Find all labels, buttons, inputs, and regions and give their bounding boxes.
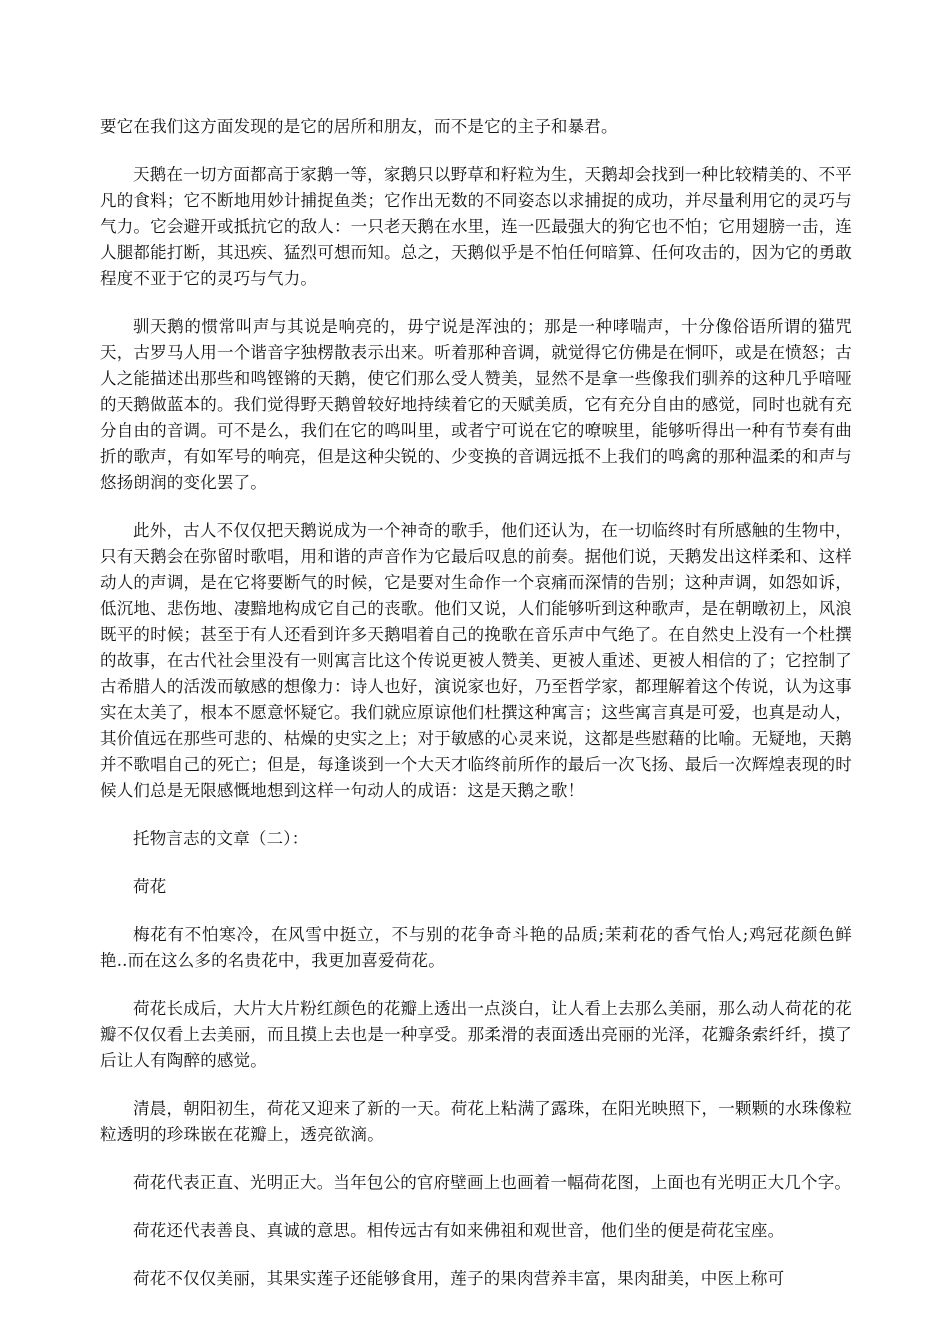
paragraph-swan-intro-end: 要它在我们这方面发现的是它的居所和朋友，而不是它的主子和暴君。 <box>100 117 618 136</box>
paragraph-swan-voice: 驯天鹅的惯常叫声与其说是响亮的，毋宁说是浑浊的；那是一种哮喘声，十分像俗语所谓的猫咒天，古罗马人用一个谐音字独楞散表示出来。听着那种音调，就觉得它仿佛是在恫吓，或是在愤怒；古人之能描述出那些和鸣铿锵的天鹅，使它们那么受人赞美，显然不是拿一些像我们驯养的这种几乎喑哑的天鹅做蓝本的。我们觉得野天鹅曾较好地持续着它的天赋美质，它有充分自由的感觉，同时也就有充分自由的音调。可不是么，我们在它的鸣叫里，或者宁可说在它的嘹唳里，能够听得出一种有节奏有曲折的歌声，有如军号的响亮，但是这种尖锐的、少变换的音调远抵不上我们的鸣禽的那种温柔的和声与悠扬朗润的变化罢了。 <box>100 317 852 492</box>
paragraph-swan-song: 此外，古人不仅仅把天鹅说成为一个神奇的歌手，他们还认为，在一切临终时有所感触的生物中，只有天鹅会在弥留时歌唱，用和谐的声音作为它最后叹息的前奏。据他们说，天鹅发出这样柔和、这样动人的声调，是在它将要断气的时候，它是要对生命作一个哀痛而深情的告别；这种声调，如怨如诉，低沉地、悲伤地、凄黯地构成它自己的丧歌。他们又说，人们能够听到这种歌声，是在朝暾初上，风浪既平的时候；甚至于有人还看到许多天鹅唱着自己的挽歌在音乐声中气绝了。在自然史上没有一个杜撰的故事，在古代社会里没有一则寓言比这个传说更被人赞美、更被人重述、更被人相信的了；它控制了古希腊人的活泼而敏感的想像力：诗人也好，演说家也好，乃至哲学家，都理解着这个传说，认为这事实在太美了，根本不愿意怀疑它。我们就应原谅他们杜撰这种寓言；这些寓言真是可爱，也真是动人，其价值远在那些可悲的、枯燥的史实之上；对于敏感的心灵来说，这都是些慰藉的比喻。无疑地，天鹅并不歌唱自己的死亡；但是，每逢谈到一个大天才临终前所作的最后一次飞扬、最后一次辉煌表现的时候人们总是无限感慨地想到这样一句动人的成语：这是天鹅之歌！ <box>100 521 852 800</box>
paragraph-lotus-morning: 清晨，朝阳初生，荷花又迎来了新的一天。荷花上粘满了露珠，在阳光映照下，一颗颗的水珠像粒粒透明的珍珠嵌在花瓣上，透亮欲滴。 <box>100 1099 852 1144</box>
section-heading: 托物言志的文章（二）： <box>133 829 309 848</box>
paragraph-lotus-intro: 梅花有不怕寒冷，在风雪中挺立，不与别的花争奇斗艳的品质;茉莉花的香气怡人;鸡冠花颜色鲜艳..而在这么多的名贵花中，我更加喜爱荷花。 <box>100 925 852 970</box>
article-title: 荷花 <box>133 877 167 896</box>
paragraph-lotus-integrity: 荷花代表正直、光明正大。当年包公的官府壁画上也画着一幅荷花图，上面也有光明正大几个字。 <box>133 1173 852 1192</box>
document-page <box>100 114 852 1314</box>
paragraph-lotus-kindness: 荷花还代表善良、真诚的意思。相传远古有如来佛祖和观世音，他们坐的便是荷花宝座。 <box>133 1221 785 1240</box>
paragraph-swan-abilities: 天鹅在一切方面都高于家鹅一等，家鹅只以野草和籽粒为生，天鹅却会找到一种比较精美的、不平凡的食料；它不断地用妙计捕捉鱼类；它作出无数的不同姿态以求捕捉的成功，并尽量利用它的灵巧与气力。它会避开或抵抗它的敌人：一只老天鹅在水里，连一匹最强大的狗它也不怕；它用翅膀一击，连人腿都能打断，其迅疾、猛烈可想而知。总之，天鹅似乎是不怕任何暗算、任何攻击的，因为它的勇敢程度不亚于它的灵巧与气力。 <box>100 165 852 288</box>
paragraph-lotus-seeds: 荷花不仅仅美丽，其果实莲子还能够食用，莲子的果肉营养丰富，果肉甜美，中医上称可 <box>133 1269 785 1288</box>
paragraph-lotus-petals: 荷花长成后，大片大片粉红颜色的花瓣上透出一点淡白，让人看上去那么美丽，那么动人荷花的花瓣不仅仅看上去美丽，而且摸上去也是一种享受。那柔滑的表面透出亮丽的光泽，花瓣条索纤纤，摸了后让人有陶醉的感觉。 <box>100 999 852 1070</box>
